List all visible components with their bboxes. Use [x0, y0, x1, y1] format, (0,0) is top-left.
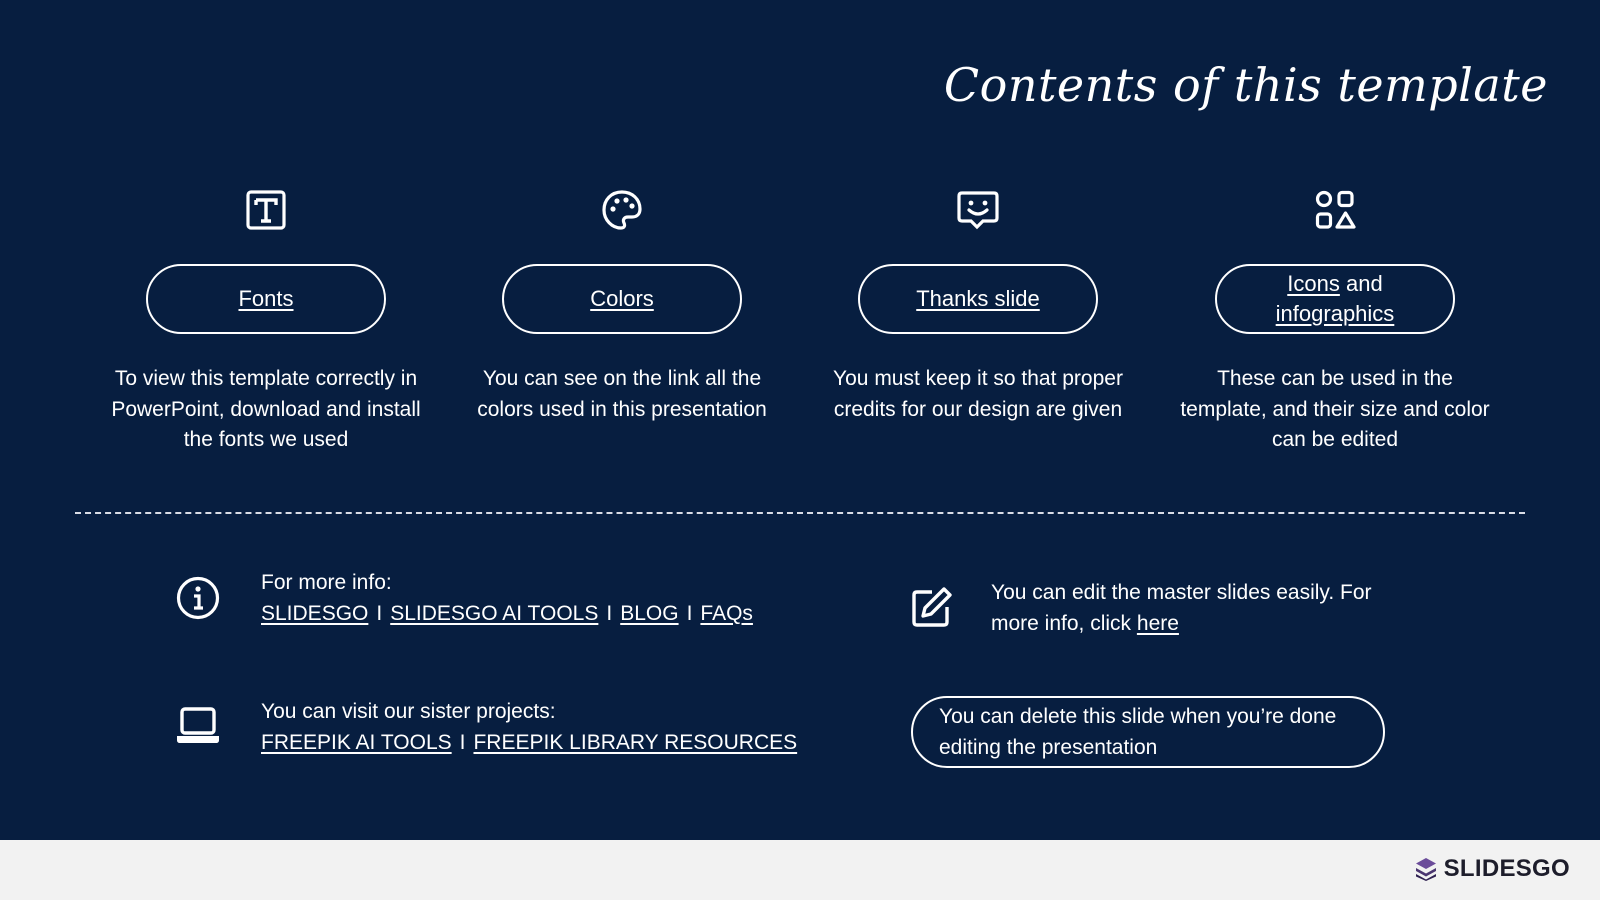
icons-link[interactable]: Icons — [1287, 271, 1340, 296]
master-slides-here-link[interactable]: here — [1136, 611, 1179, 635]
content-column-icons — [1175, 188, 1495, 456]
icons-and-text: and — [1345, 271, 1383, 296]
thanks-description: You must keep it so that proper credits for our design are given — [833, 367, 1123, 421]
separator: I — [686, 601, 693, 625]
thanks-slide-link[interactable]: Thanks slide — [916, 286, 1040, 311]
blog-link[interactable]: BLOG — [620, 601, 679, 625]
icons-description: These can be used in the template, and their size and color can be edited — [1180, 367, 1490, 451]
content-column-fonts — [106, 188, 426, 456]
colors-button[interactable] — [502, 264, 742, 334]
slidesgo-logo-icon — [1414, 857, 1438, 881]
slide-title: Contents of this template — [943, 58, 1548, 112]
sister-projects-links — [261, 728, 797, 759]
colors-link[interactable]: Colors — [590, 286, 654, 311]
palette-icon — [600, 188, 644, 232]
icons-infographics-label — [1276, 269, 1395, 329]
more-info-block — [261, 568, 753, 629]
master-slides-description: You can edit the master slides easily. For more info, click — [991, 581, 1372, 635]
separator: I — [459, 730, 466, 754]
content-column-thanks — [818, 188, 1138, 425]
master-slides-text — [991, 578, 1391, 639]
slidesgo-link[interactable]: SLIDESGO — [261, 601, 369, 625]
more-info-heading: For more info: — [261, 571, 392, 594]
fonts-link[interactable]: Fonts — [238, 286, 294, 311]
separator: I — [606, 601, 613, 625]
dashed-divider — [75, 512, 1525, 514]
colors-description: You can see on the link all the colors used in this presentation — [477, 367, 767, 421]
sister-projects-heading: You can visit our sister projects: — [261, 700, 556, 723]
fonts-description: To view this template correctly in PowerPoint, download and install the fonts we used — [111, 367, 421, 451]
laptop-icon — [175, 703, 221, 749]
more-info-links — [261, 599, 753, 630]
freepik-ai-tools-link[interactable]: FREEPIK AI TOOLS — [261, 730, 452, 754]
freepik-library-link[interactable]: FREEPIK LIBRARY RESOURCES — [473, 730, 798, 754]
infographics-link[interactable]: infographics — [1275, 301, 1395, 326]
slidesgo-ai-tools-link[interactable]: SLIDESGO AI TOOLS — [390, 601, 599, 625]
shapes-icon — [1313, 188, 1357, 232]
separator: I — [376, 601, 383, 625]
faqs-link[interactable]: FAQs — [700, 601, 753, 625]
delete-slide-note: You can delete this slide when you’re done editing the presentation — [911, 696, 1385, 768]
chat-smile-icon — [956, 188, 1000, 232]
edit-pencil-icon — [908, 585, 954, 631]
content-column-colors — [462, 188, 782, 425]
slidesgo-brand-text: SLIDESGO — [1443, 855, 1570, 882]
fonts-button[interactable] — [146, 264, 386, 334]
thanks-slide-button[interactable] — [858, 264, 1098, 334]
sister-projects-block — [261, 697, 797, 758]
text-font-icon — [244, 188, 288, 232]
icons-infographics-button[interactable] — [1215, 264, 1455, 334]
slidesgo-brand[interactable] — [1414, 855, 1570, 883]
info-circle-icon — [175, 575, 221, 621]
